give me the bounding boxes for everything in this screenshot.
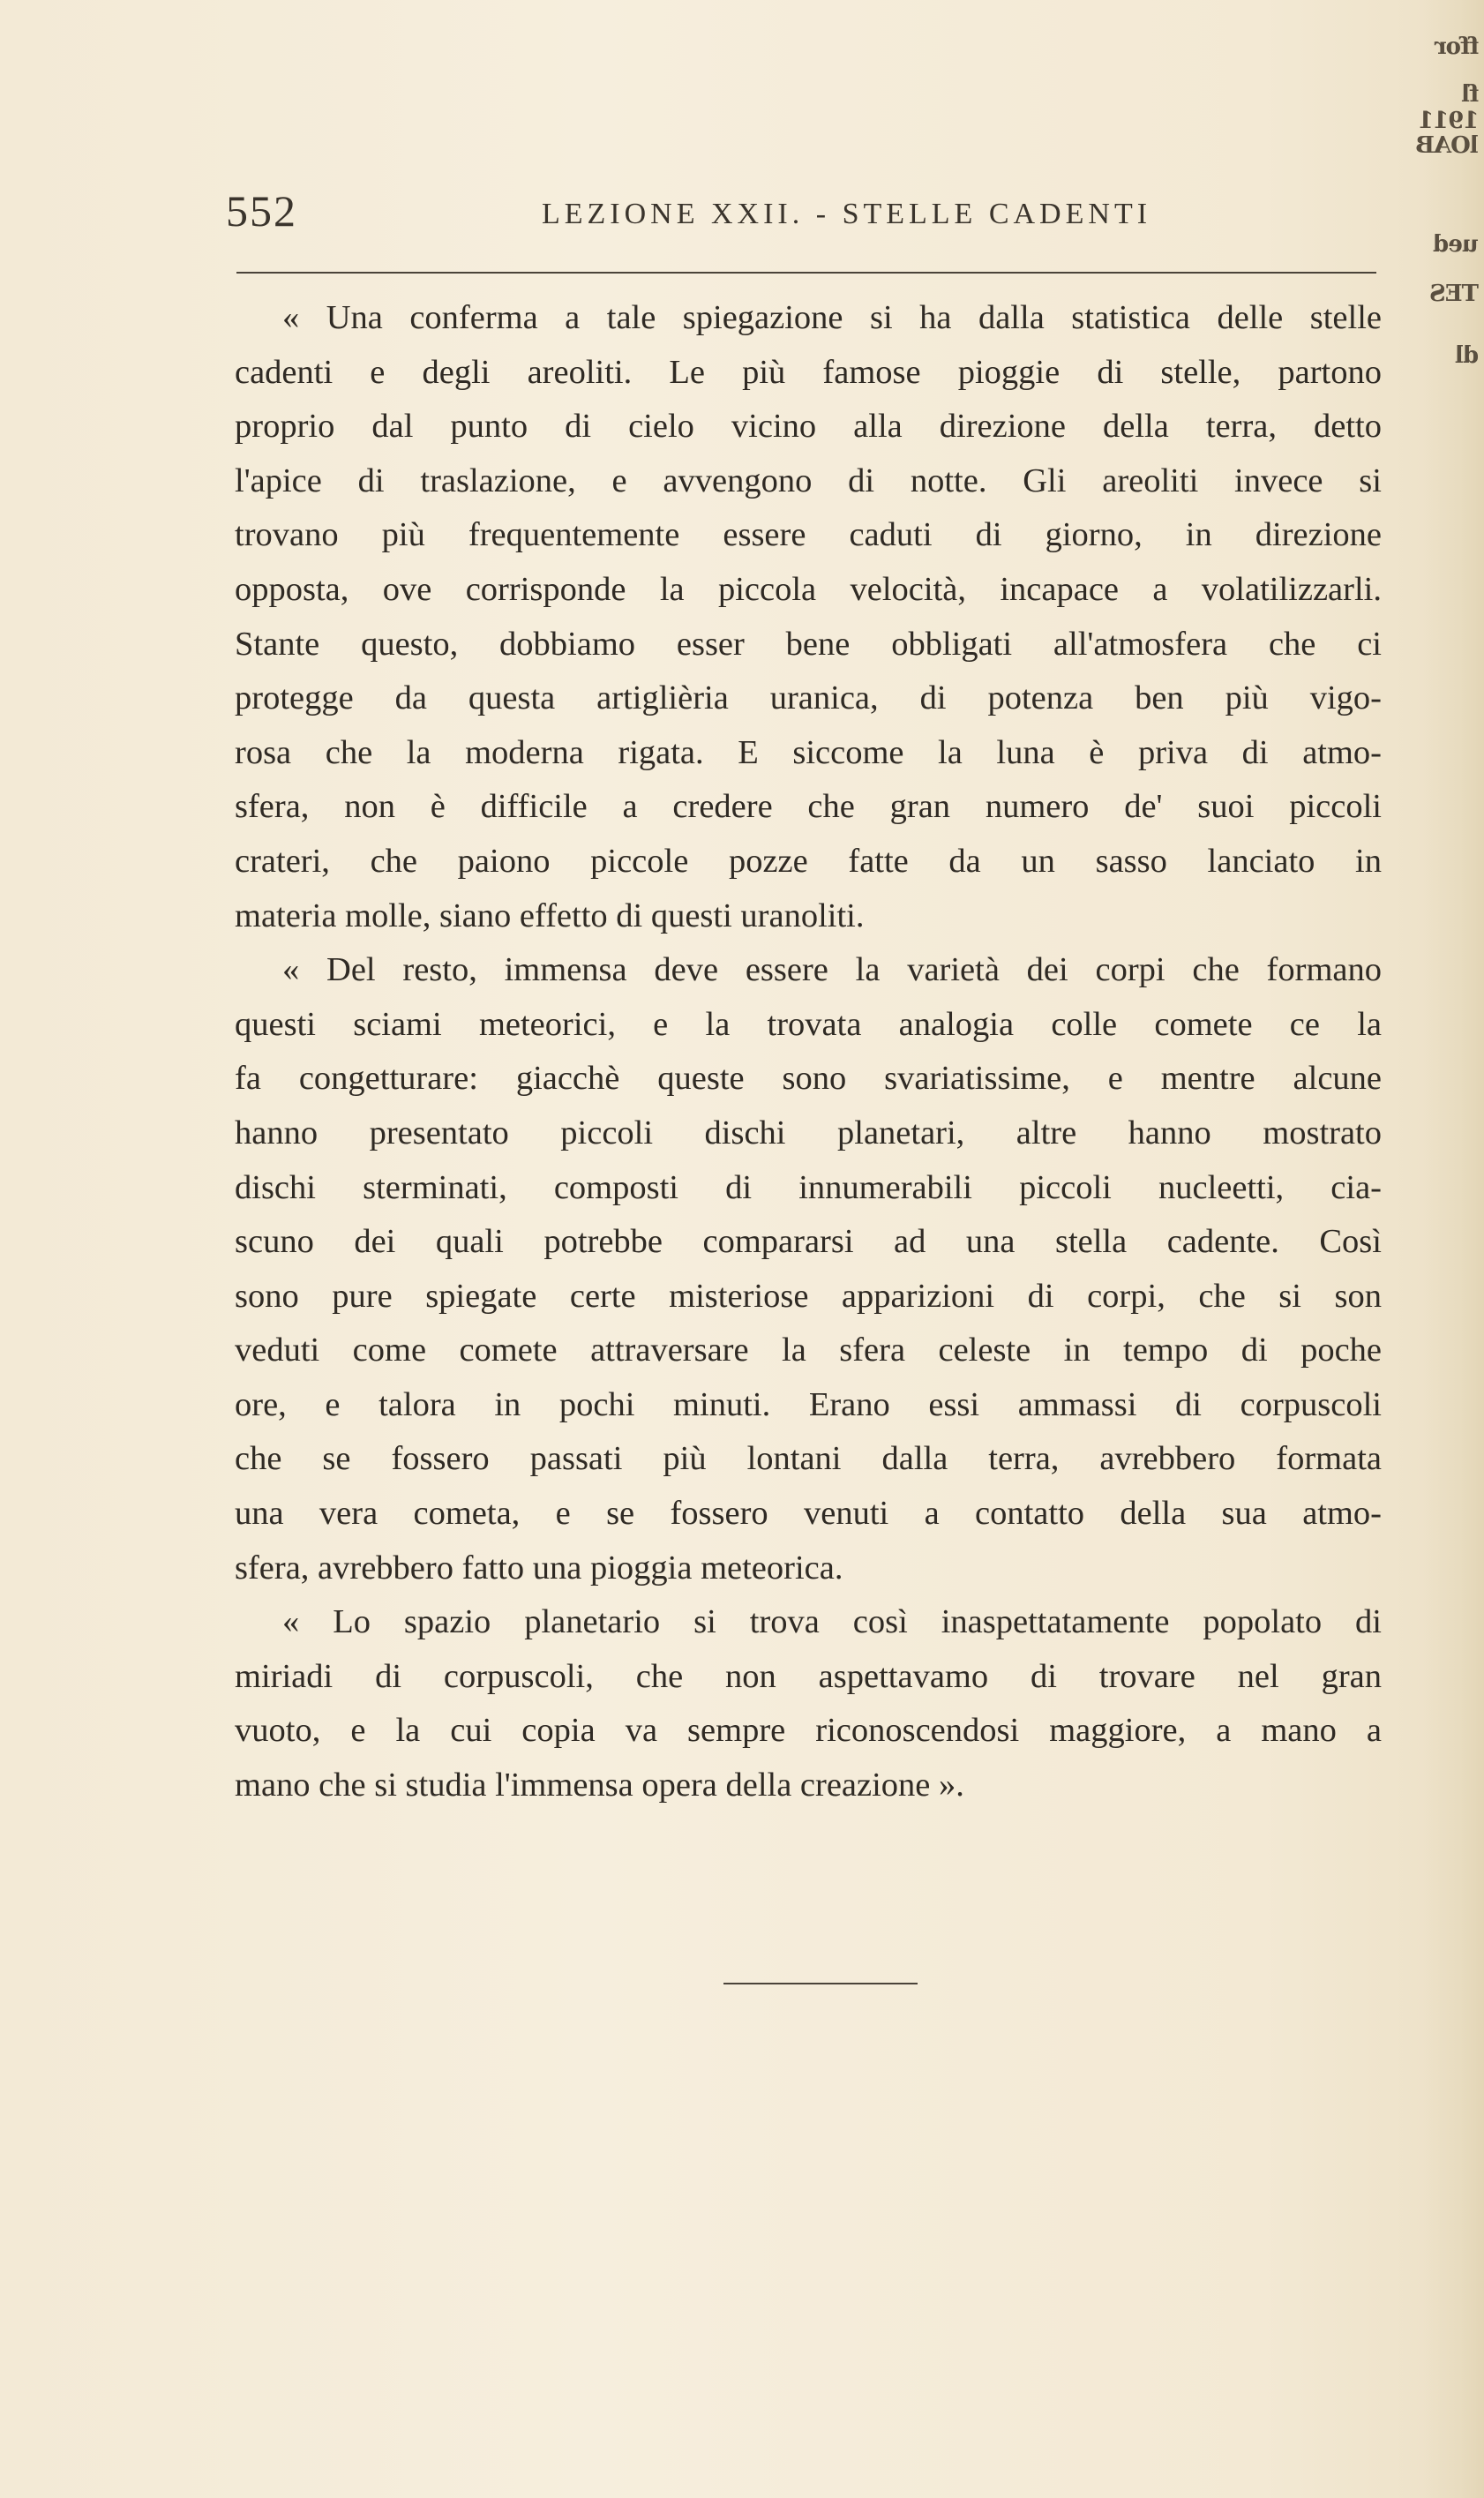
body-text	[235, 291, 1382, 1813]
bleed-glyph: TES	[1430, 281, 1479, 307]
text-line: « Lo spazio planetario si trova così inaspettatamente popolato di	[282, 1603, 1382, 1641]
text-line: protegge da questa artiglièria uranica, di potenza ben più vigo-	[235, 679, 1382, 717]
running-head: LEZIONE XXII. - STELLE CADENTI	[542, 198, 1152, 230]
text-line: veduti come comete attraversare la sfera celeste in tempo di poche	[235, 1332, 1382, 1369]
text-line: trovano più frequentemente essere caduti di giorno, in direzione	[235, 516, 1382, 554]
bleed-glyph: fl 1911	[1418, 81, 1479, 134]
paragraph	[235, 943, 1382, 1595]
text-line: rosa che la moderna rigata. E siccome la luna è priva di atmo-	[235, 733, 1382, 771]
text-line: scuno dei quali potrebbe compararsi ad una stella cadente. Così	[235, 1223, 1382, 1261]
paragraph	[235, 291, 1382, 943]
header-rule	[236, 272, 1376, 274]
text-line: miriadi di corpuscoli, che non aspettavamo di trovare nel gran	[235, 1657, 1382, 1695]
facing-page-bleed	[1416, 0, 1484, 2498]
text-line: hanno presentato piccoli dischi planetari, altre hanno mostrato	[235, 1114, 1382, 1151]
text-line: crateri, che paiono piccole pozze fatte da un sasso lanciato in	[235, 842, 1382, 880]
bleed-glyph: ued	[1434, 231, 1479, 258]
text-line: mano che si studia l'immensa opera della creazione ».	[235, 1767, 964, 1804]
text-line: ore, e talora in pochi minuti. Erano essi ammassi di corpuscoli	[235, 1385, 1382, 1423]
text-line: una vera cometa, e se fossero venuti a contatto della sua atmo-	[235, 1495, 1382, 1533]
paragraph	[235, 1595, 1382, 1812]
bleed-glyph: dl	[1455, 342, 1479, 369]
text-line: cadenti e degli areoliti. Le più famose pioggie di stelle, partono	[235, 353, 1382, 391]
bleed-glyph: lOAB	[1416, 132, 1479, 159]
text-line: Stante questo, dobbiamo esser bene obbligati all'atmosfera che ci	[235, 625, 1382, 663]
text-line: fa congetturare: giacchè queste sono svariatissime, e mentre alcune	[235, 1060, 1382, 1098]
text-line: « Del resto, immensa deve essere la varietà dei corpi che formano	[282, 951, 1382, 989]
text-line: sono pure spiegate certe misteriose apparizioni di corpi, che si son	[235, 1277, 1382, 1315]
text-line: opposta, ove corrisponde la piccola velocità, incapace a volatilizzarli.	[235, 570, 1382, 608]
text-line: questi sciami meteorici, e la trovata analogia colle comete ce la	[235, 1005, 1382, 1043]
page-header	[226, 185, 1373, 238]
bleed-glyph: ffor	[1435, 34, 1479, 60]
text-line: l'apice di traslazione, e avvengono di notte. Gli areoliti invece si	[235, 461, 1382, 499]
text-line: dischi sterminati, composti di innumerabili piccoli nucleetti, cia-	[235, 1168, 1382, 1206]
text-line: che se fossero passati più lontani dalla terra, avrebbero formata	[235, 1440, 1382, 1478]
text-line: materia molle, siano effetto di questi uranoliti.	[235, 896, 865, 934]
end-rule	[723, 1983, 918, 1984]
text-line: proprio dal punto di cielo vicino alla direzione della terra, detto	[235, 408, 1382, 446]
text-line: sfera, avrebbero fatto una pioggia meteorica.	[235, 1549, 843, 1587]
text-line: « Una conferma a tale spiegazione si ha dalla statistica delle stelle	[282, 299, 1382, 336]
page-number: 552	[226, 186, 297, 236]
text-line: vuoto, e la cui copia va sempre riconoscendosi maggiore, a mano a	[235, 1712, 1382, 1750]
text-line: sfera, non è difficile a credere che gran numero de' suoi piccoli	[235, 788, 1382, 826]
